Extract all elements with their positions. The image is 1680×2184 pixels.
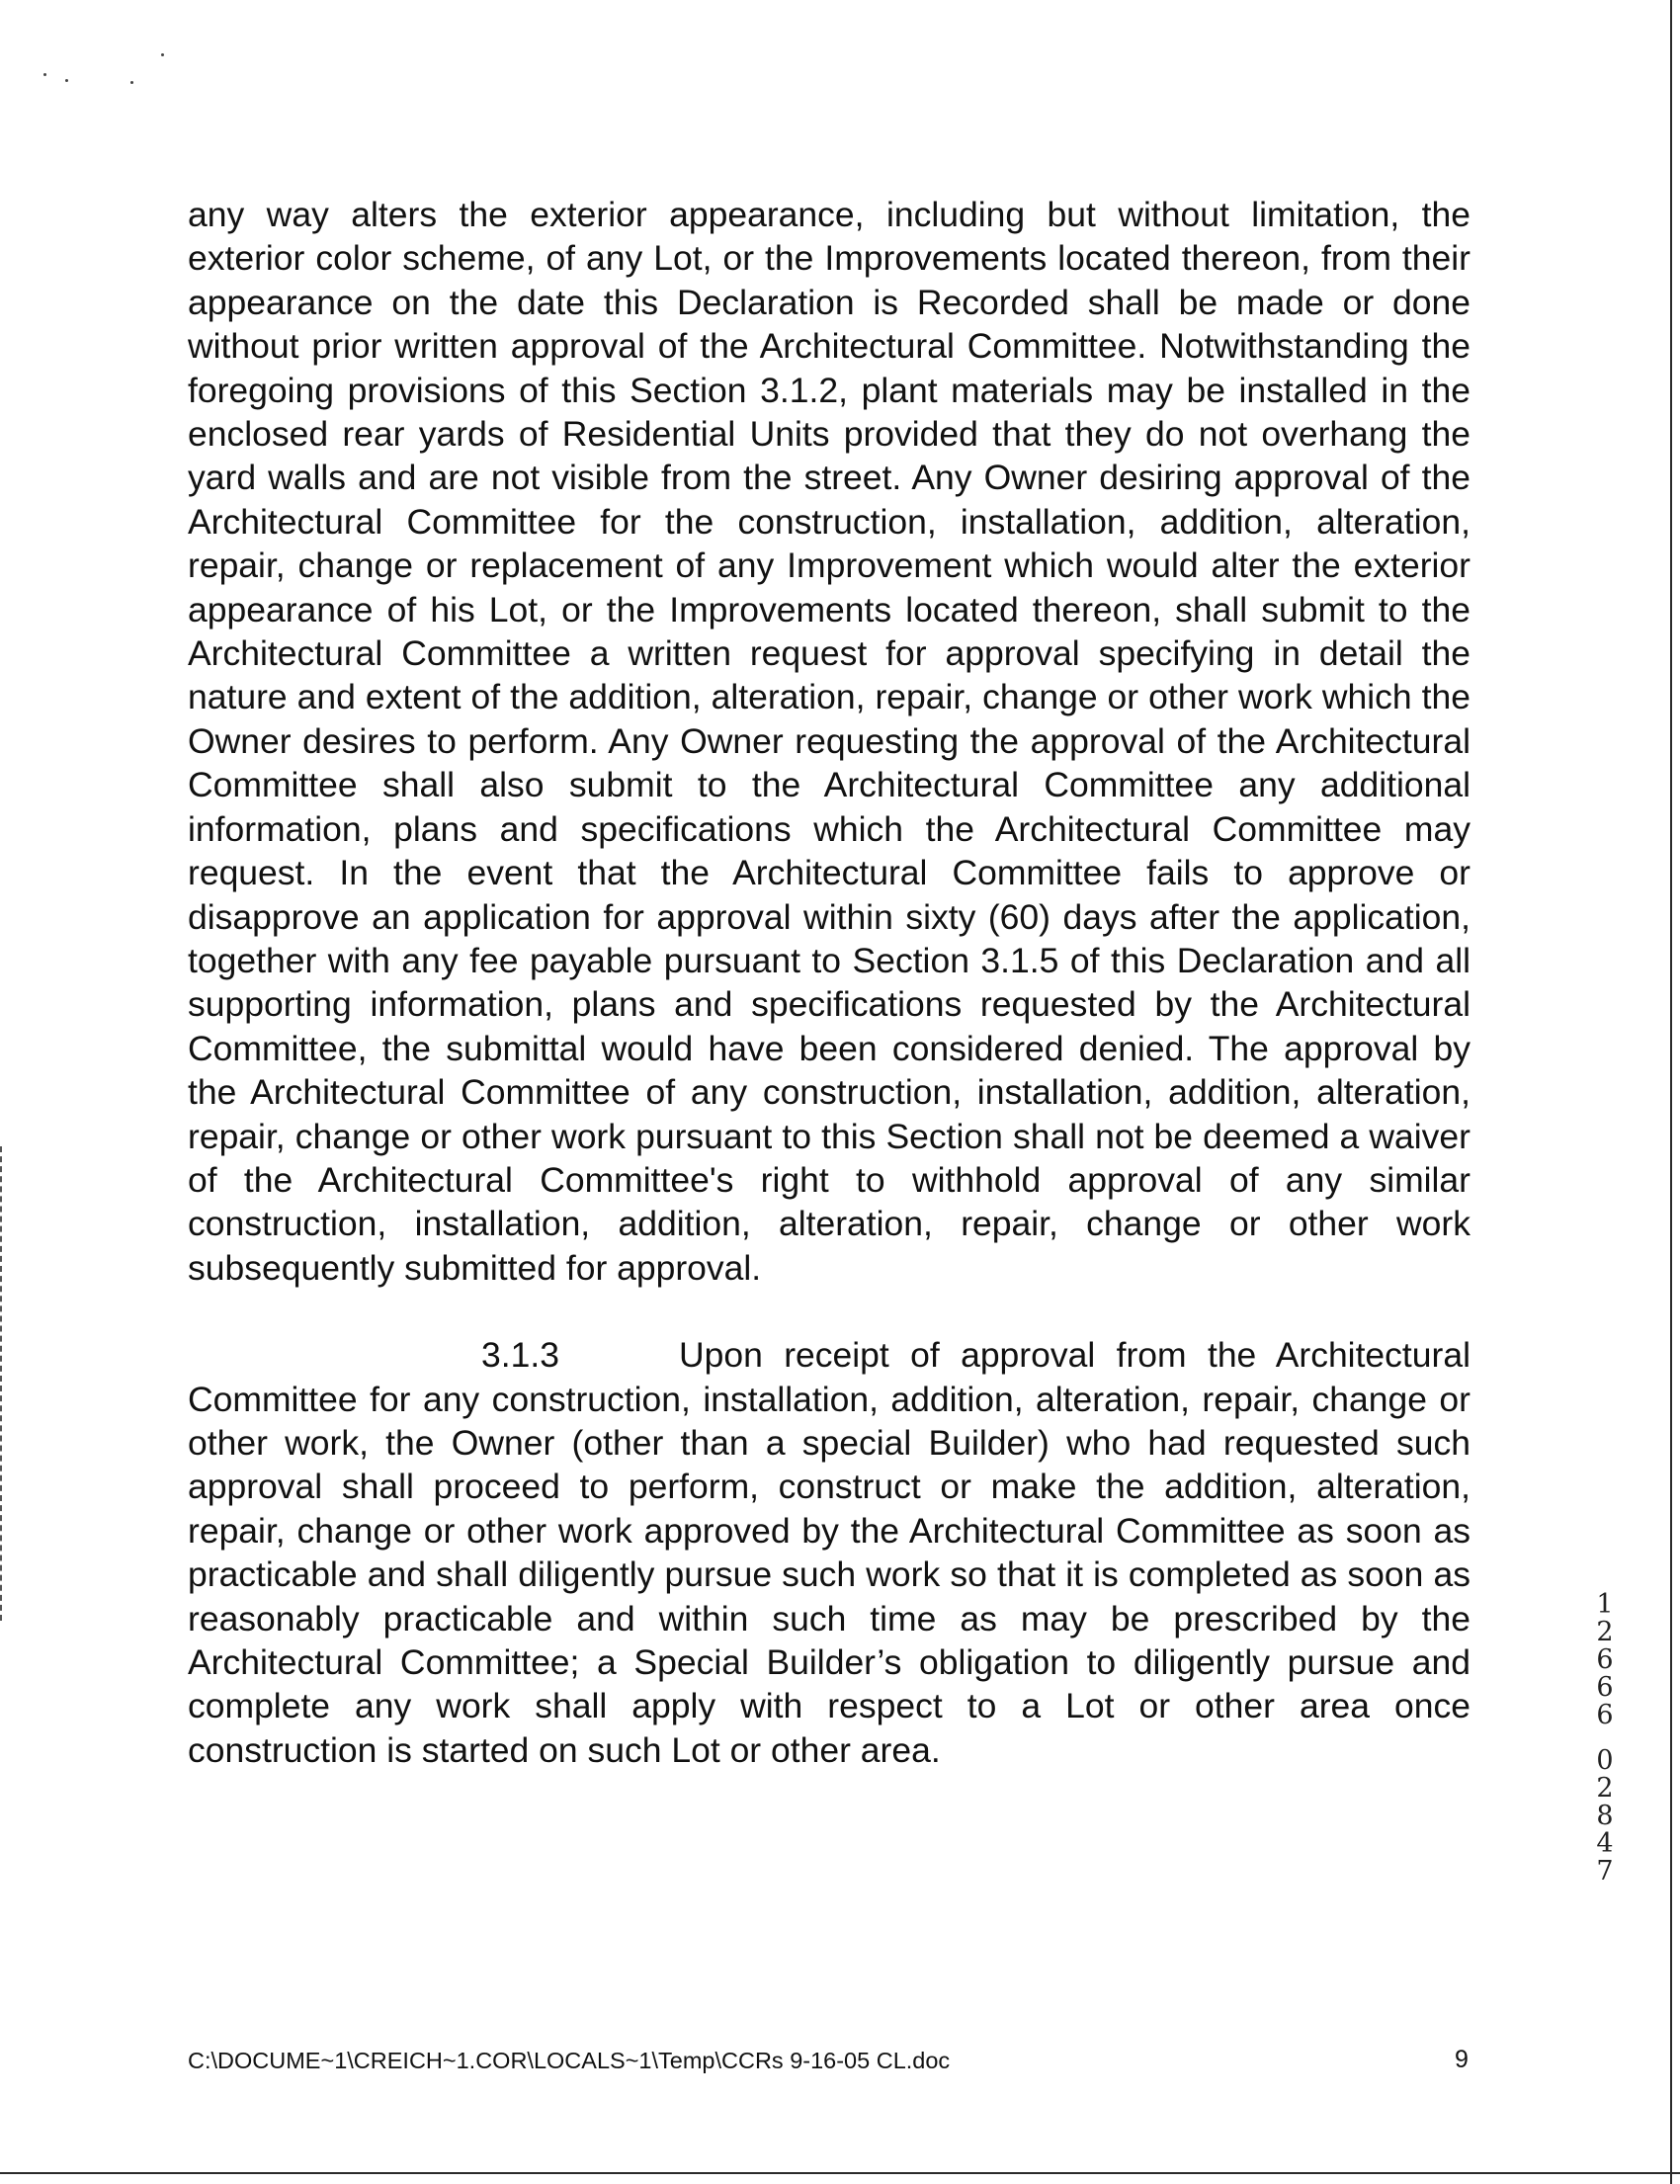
stamp-digit: 2 [1596, 1773, 1614, 1804]
section-3-1-3-text: Upon receipt of approval from the Architectural Committee for any construction, installation, addition, alteration, repair, change or other work, the Owner (other than a special Builder) who had requested such approval shall proceed to perform, construct or make the addition, alteration, repair, change or other work approved by the Architectural Committee as soon as practicable and shall diligently pursue such work so that it is completed as soon as reasonably practicable and within such time as may be prescribed by the Architectural Committee; a Special Builder’s obligation to diligently pursue and complete any work shall apply with respect to a Lot or other area once construction is started on such Lot or other area. [188, 1335, 1470, 1770]
section-number: 3.1.3 [481, 1335, 559, 1376]
scan-edge-bottom [0, 2172, 1680, 2174]
stamp-digit: 2 [1596, 1617, 1614, 1647]
footer-file-path: C:\DOCUME~1\CREICH~1.COR\LOCALS~1\Temp\CCRs 9-16-05 CL.doc [188, 2048, 951, 2073]
stamp-digit: 6 [1596, 1672, 1614, 1703]
scan-speck [65, 79, 68, 82]
scan-speck [130, 81, 133, 84]
stamp-digit: 0 [1596, 1745, 1614, 1776]
scan-edge-left [0, 1146, 4, 1621]
paragraph-section-3-1-2-continued: any way alters the exterior appearance, including but without limitation, the exterior color scheme, of any Lot, or the Improvements located thereon, from their appearance on the date this Declaration is Recorded shall be made or done without prior written approval of the Architectural Committee. Notwithstanding the foregoing provisions of this Section 3.1.2, plant materials may be installed in the enclosed rear yards of Residential Units provided that they do not overhang the yard walls and are not visible from the street. Any Owner desiring approval of the Architectural Committee for the construction, installation, addition, alteration, repair, change or replacement of any Improvement which would alter the exterior appearance of his Lot, or the Improvements located thereon, shall submit to the Architectural Committee a written request for approval specifying in detail the nature and extent of the addition, alteration, repair, change or other work which the Owner desires to perform. Any Owner requesting the approval of the Architectural Committee shall also submit to the Architectural Committee any additional information, plans and specifications which the Architectural Committee may request. In the event that the Architectural Committee fails to approve or disapprove an application for approval within sixty (60) days after the application, together with any fee payable pursuant to Section 3.1.5 of this Declaration and all supporting information, plans and specifications requested by the Architectural Committee, the submittal would have been considered denied. The approval by the Architectural Committee of any construction, installation, addition, alteration, repair, change or other work pursuant to this Section shall not be deemed a waiver of the Architectural Committee's right to withhold approval of any similar construction, installation, addition, alteration, repair, change or other work subsequently submitted for approval. [188, 195, 1470, 1288]
stamp-digit: 6 [1596, 1644, 1614, 1675]
document-body [188, 193, 1470, 1772]
stamp-digit: 8 [1596, 1801, 1614, 1831]
scan-speck [161, 53, 164, 56]
stamp-digit: 4 [1596, 1828, 1614, 1859]
scan-edge-right [1670, 0, 1672, 2184]
page-number: 9 [1455, 2046, 1469, 2073]
stamp-digit: 1 [1596, 1589, 1614, 1620]
stamp-digit: 7 [1596, 1856, 1614, 1887]
recording-number-stamp [1591, 1591, 1619, 1886]
stamp-digit: 6 [1596, 1700, 1614, 1730]
paragraph-section-3-1-3 [188, 1333, 1470, 1772]
scan-speck [43, 73, 46, 76]
